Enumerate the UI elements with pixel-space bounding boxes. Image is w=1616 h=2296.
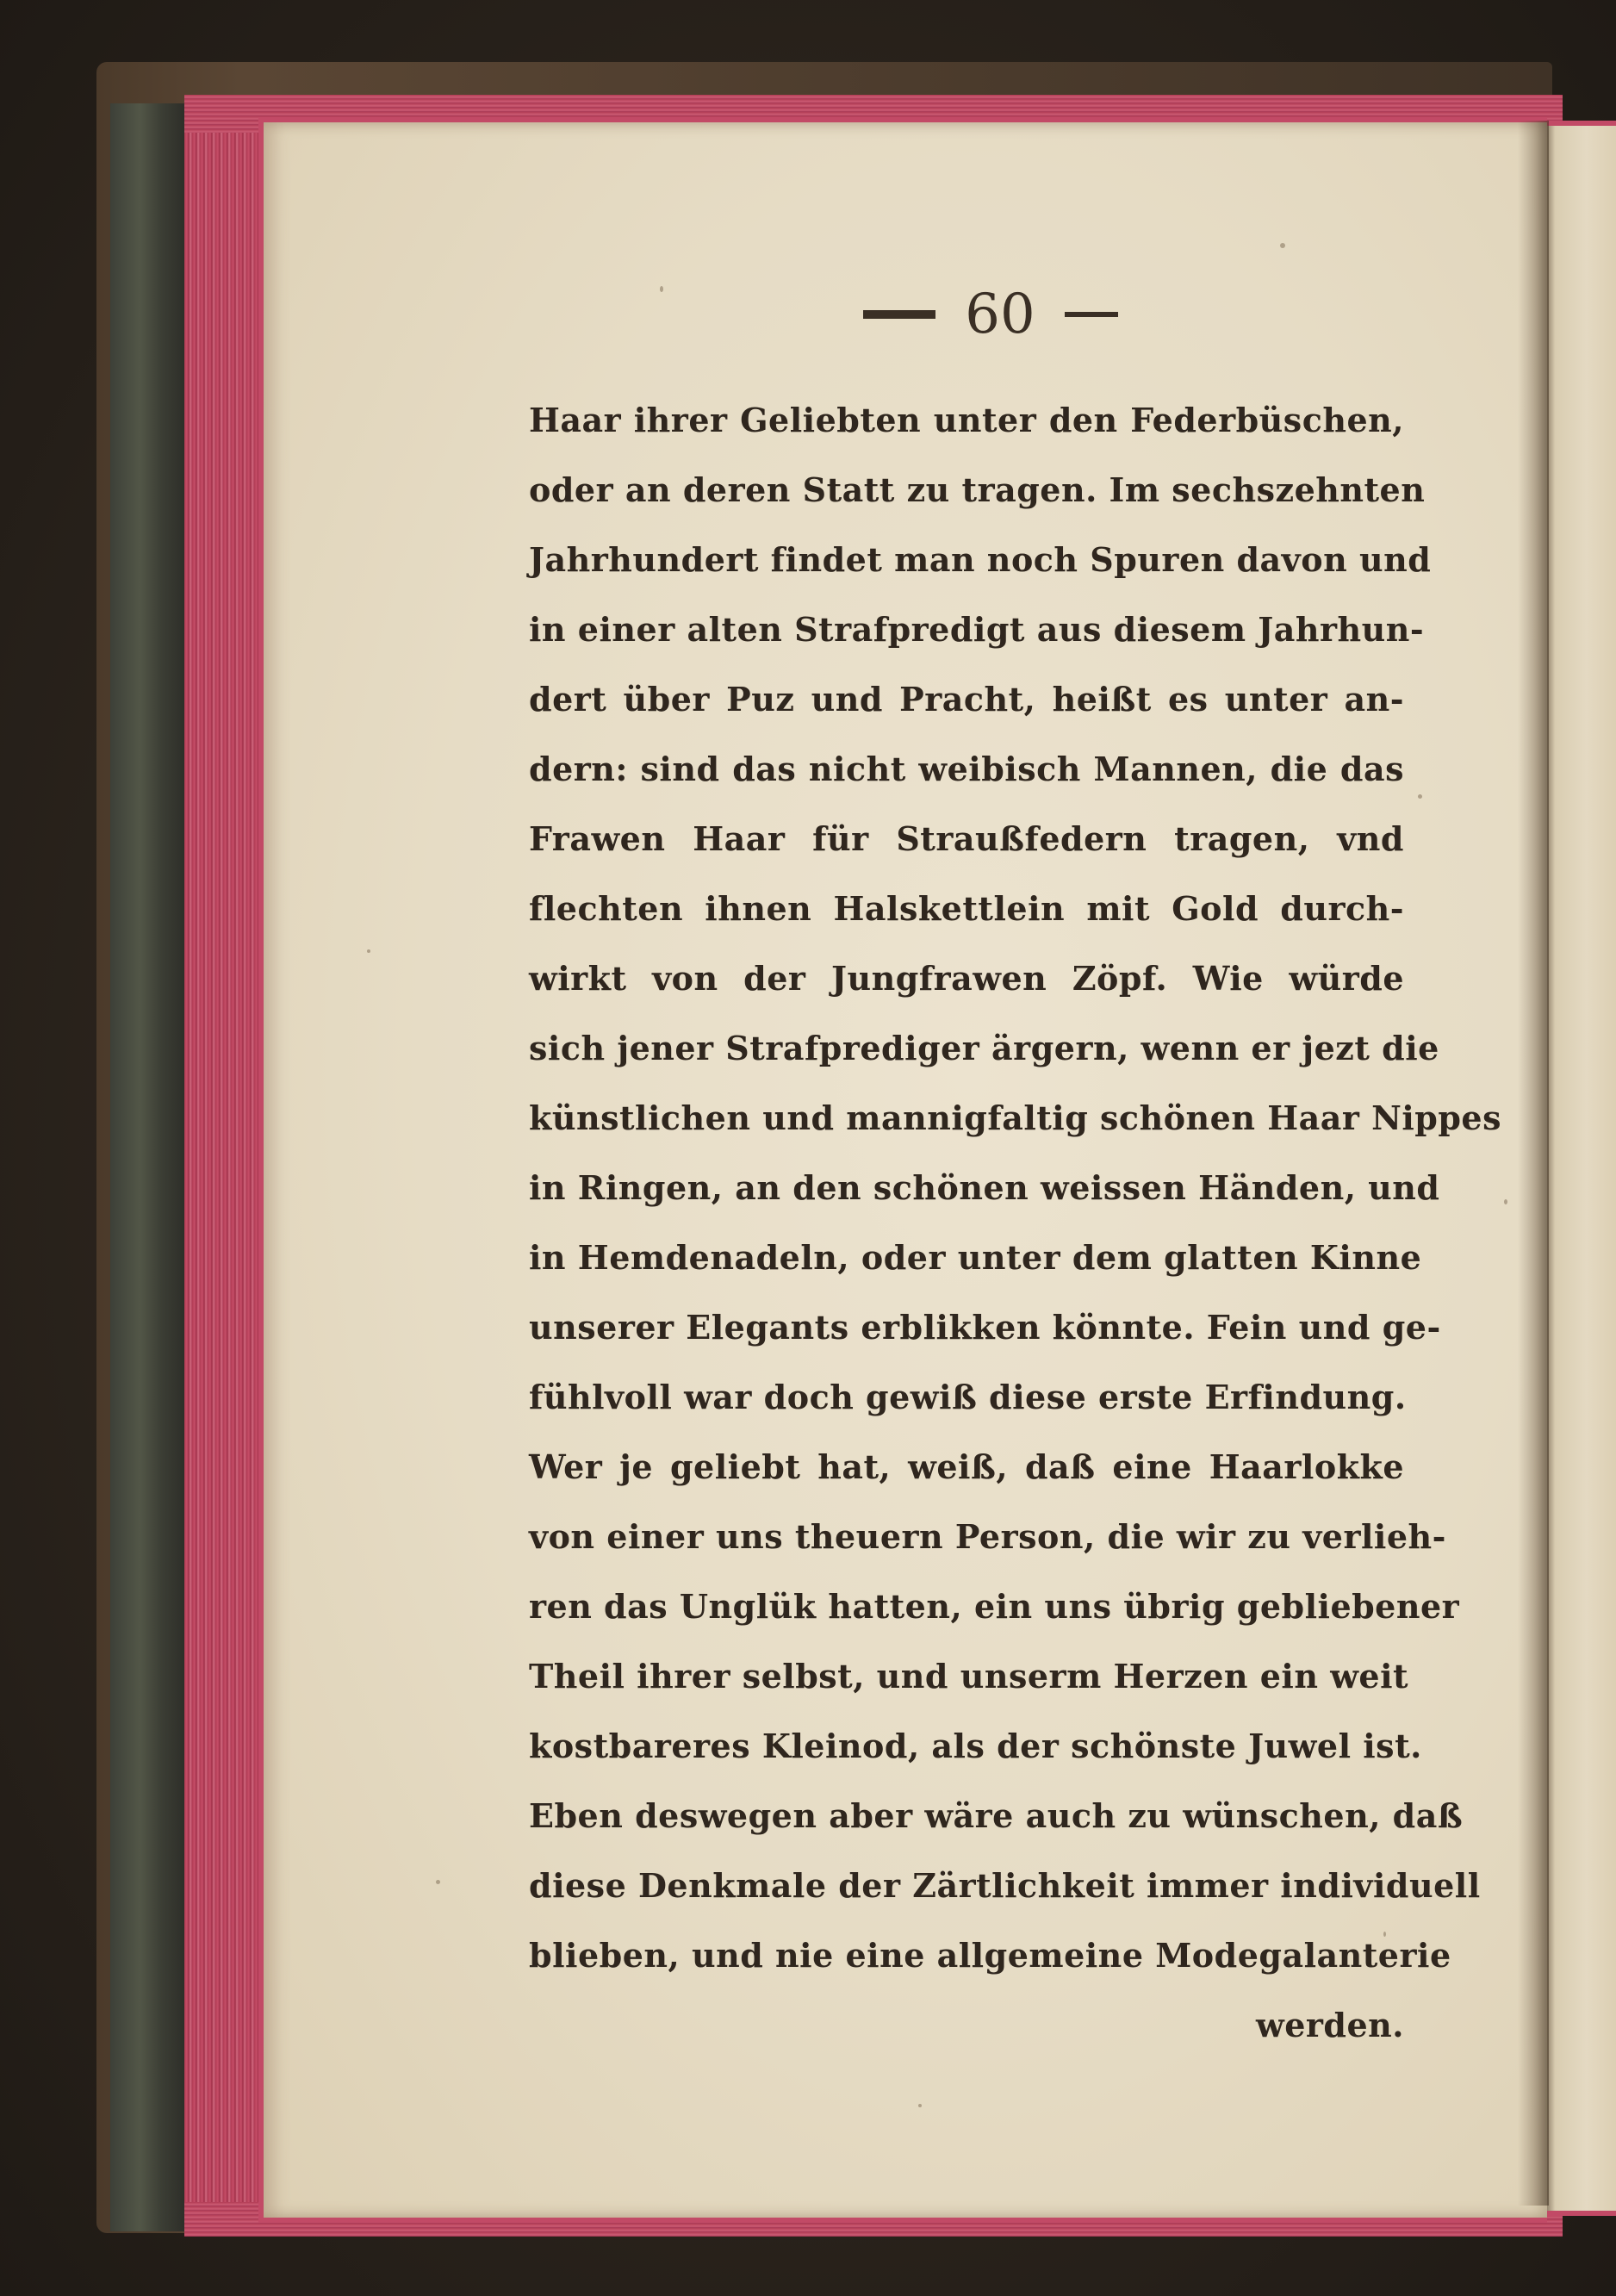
text-line: Frawen Haar für Straußfedern tragen, vnd [529,819,1404,858]
text-line: kostbareres Kleinod, als der schönste Juwel ist. [529,1727,1422,1765]
text-line: diese Denkmale der Zärtlichkeit immer individuell [529,1866,1481,1905]
text-line: werden. [1255,2006,1404,2044]
paper-speck [918,2104,922,2107]
text-line: ren das Unglük hatten, ein uns übrig gebliebener [529,1587,1460,1626]
text-line: sich jener Strafprediger ärgern, wenn er jezt die [529,1029,1439,1067]
paper-speck [1504,1199,1507,1204]
text-line: Eben deswegen aber wäre auch zu wünschen, daß [529,1796,1464,1835]
text-line: blieben, und nie eine allgemeine Modegalanterie [529,1936,1451,1975]
paper-speck [1280,243,1285,248]
header-dash-right [1065,312,1118,317]
paper-speck [1418,794,1422,799]
book-spine [110,103,184,2231]
paper-speck [436,1880,440,1884]
text-line: oder an deren Statt zu tragen. Im sechszehnten [529,470,1426,509]
page-gutter-shadow [1518,121,1549,2206]
text-line: unserer Elegants erblikken könnte. Fein und ge- [529,1308,1441,1347]
facing-page-sliver [1542,121,1616,2216]
page-number-header [810,276,1172,353]
text-line: wirkt von der Jungfrawen Zöpf. Wie würde [529,959,1404,998]
text-line: dern: sind das nicht weibisch Mannen, die das [529,750,1404,788]
page-body-text [529,386,1501,2075]
text-line: Haar ihrer Geliebten unter den Federbüschen, [529,401,1404,439]
text-line: von einer uns theuern Person, die wir zu verlieh- [529,1517,1446,1556]
text-line: in einer alten Strafpredigt aus diesem Jahrhun- [529,610,1425,649]
text-line: flechten ihnen Halskettlein mit Gold durch- [529,889,1404,928]
text-line: in Ringen, an den schönen weissen Händen, und [529,1168,1440,1207]
text-line: Theil ihrer selbst, und unserm Herzen ein weit [529,1657,1409,1696]
paper-speck [367,949,370,953]
text-line: dert über Puz und Pracht, heißt es unter an- [529,680,1404,719]
header-dash-left [863,310,935,319]
text-line: fühlvoll war doch gewiß diese erste Erfindung. [529,1378,1407,1416]
text-line: Wer je geliebt hat, weiß, daß eine Haarlokke [529,1447,1404,1486]
text-line: künstlichen und mannigfaltig schönen Haar Nippes [529,1098,1501,1137]
paper-speck [660,286,663,292]
text-line: in Hemdenadeln, oder unter dem glatten Kinne [529,1238,1422,1277]
page-number: 60 [965,283,1035,346]
text-line: Jahrhundert findet man noch Spuren davon und [529,540,1432,579]
